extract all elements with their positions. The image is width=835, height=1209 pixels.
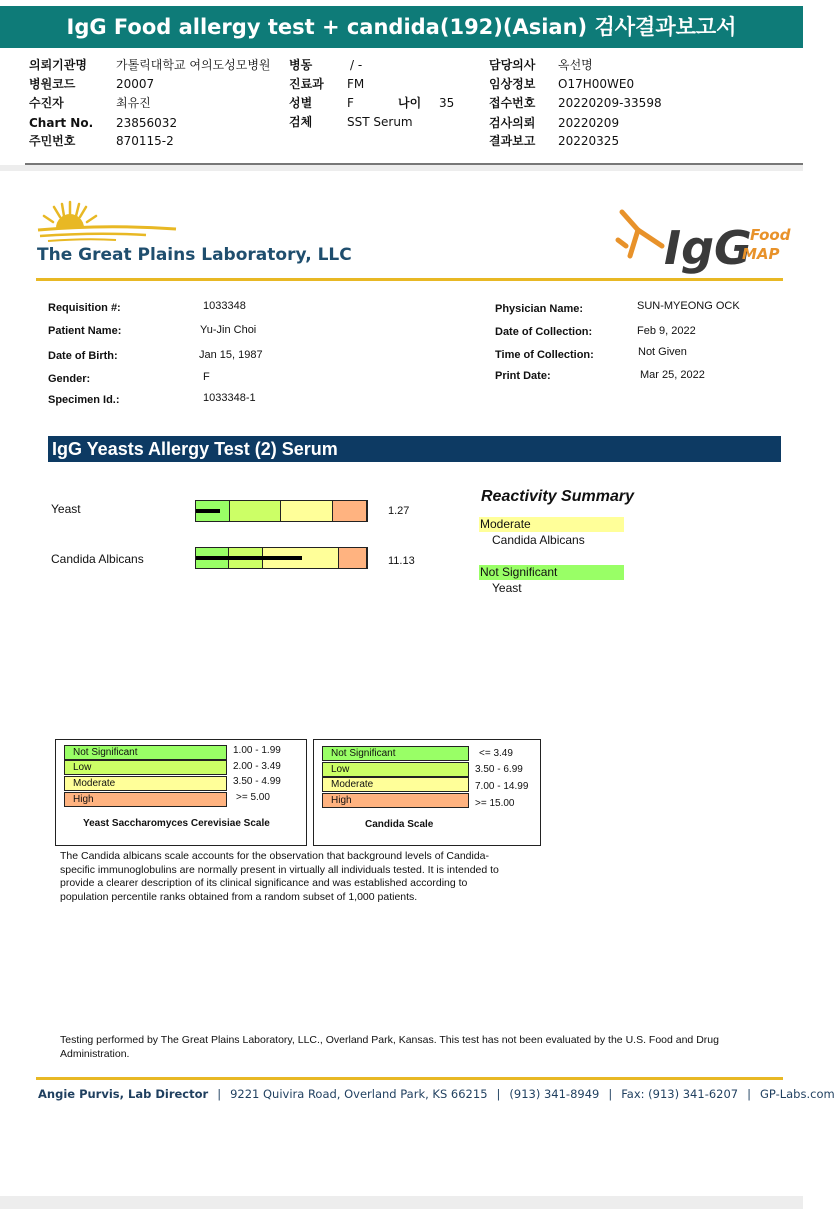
- scale-range: <= 3.49: [479, 748, 513, 759]
- result-level-marker: [196, 509, 220, 513]
- testing-disclaimer: Testing performed by The Great Plains Laboratory, LLC., Overland Park, Kansas. This test has not been evaluated by the U.S. Food and Drug Administration.: [60, 1034, 719, 1060]
- header-label: 임상정보: [489, 77, 536, 91]
- scale-range: 7.00 - 14.99: [475, 781, 529, 792]
- header-value: 최유진: [116, 96, 151, 110]
- lab-director: Angie Purvis, Lab Director: [38, 1087, 209, 1101]
- reactivity-summary-title: Reactivity Summary: [481, 488, 634, 505]
- reactivity-band-moderate: Moderate: [479, 517, 624, 532]
- patient-field-value: Jan 15, 1987: [199, 349, 263, 361]
- header-value: 20220209-33598: [558, 96, 662, 110]
- patient-field-value: F: [203, 371, 210, 383]
- scale-range: 1.00 - 1.99: [233, 745, 281, 756]
- result-bar-yeast: [195, 500, 368, 522]
- header-value: 870115-2: [116, 134, 174, 148]
- scale-band-segment: [333, 501, 367, 521]
- header-label: 검사의뢰: [489, 116, 536, 130]
- scale-row-moderate: Moderate: [64, 776, 227, 791]
- header-value: / -: [350, 58, 363, 72]
- result-value-candida: 11.13: [388, 555, 415, 567]
- candida-scale-legend: [313, 739, 541, 846]
- lab-fax: Fax: (913) 341-6207: [621, 1087, 739, 1101]
- header-value: F: [347, 96, 354, 110]
- candida-scale-note: The Candida albicans scale accounts for the observation that background levels of Candida-specific immunoglobulins are normally present in virtually all individuals tested. It is intended to provide a clearer description of its clinical significance and was established according to population percentile ranks obtained from a random subset of 1,000 patients.: [60, 850, 499, 904]
- patient-field-value: 1033348-1: [203, 392, 256, 404]
- patient-field-value: Mar 25, 2022: [640, 369, 705, 381]
- header-value: SST Serum: [347, 115, 413, 129]
- patient-field-value: Not Given: [638, 346, 687, 358]
- result-label-candida: Candida Albicans: [51, 552, 144, 566]
- lab-footer: Angie Purvis, Lab Director | 9221 Quivira Road, Overland Park, KS 66215 | (913) 341-8949 | Fax: (913) 341-6207 | GP-Labs.com: [38, 1087, 835, 1101]
- result-label-yeast: Yeast: [51, 502, 81, 516]
- scale-range: 2.00 - 3.49: [233, 761, 281, 772]
- header-label: 수진자: [29, 96, 64, 110]
- header-value: 35: [439, 96, 455, 110]
- header-label: 병동: [289, 58, 313, 72]
- scale-row-moderate: Moderate: [322, 777, 469, 792]
- patient-field-value: 1033348: [203, 300, 246, 312]
- patient-field-label: Requisition #:: [48, 302, 121, 314]
- header-value: 가톨릭대학교 여의도성모병원: [116, 58, 271, 72]
- header-value: FM: [347, 77, 365, 91]
- lab-phone: (913) 341-8949: [509, 1087, 600, 1101]
- scale-row-high: High: [64, 792, 227, 807]
- patient-field-label: Gender:: [48, 373, 91, 385]
- header-value: 옥선명: [558, 58, 593, 72]
- igg-logo-mark: IgG: [664, 221, 752, 275]
- reactivity-item: Candida Albicans: [492, 533, 585, 547]
- header-value: 23856032: [116, 116, 178, 130]
- patient-field-value: Feb 9, 2022: [637, 325, 696, 337]
- scale-row-high: High: [322, 793, 469, 808]
- scale-row-not-significant: Not Significant: [322, 746, 469, 761]
- scale-band-segment: [339, 548, 368, 568]
- igg-logo-food: Food: [750, 226, 791, 244]
- scale-range: 3.50 - 6.99: [475, 764, 523, 775]
- page-gap: [0, 165, 803, 171]
- reactivity-item: Yeast: [492, 581, 522, 595]
- lab-address: 9221 Quivira Road, Overland Park, KS 66215: [230, 1087, 488, 1101]
- header-value: 20007: [116, 77, 155, 91]
- report-title-banner: IgG Food allergy test + candida(192)(Asian) 검사결과보고서: [0, 6, 803, 48]
- reactivity-band-not-significant: Not Significant: [479, 565, 624, 580]
- patient-field-label: Print Date:: [495, 370, 551, 382]
- lab-name: The Great Plains Laboratory, LLC: [37, 245, 352, 265]
- patient-field-label: Time of Collection:: [495, 349, 594, 361]
- header-label: 결과보고: [489, 134, 536, 148]
- lab-website[interactable]: GP-Labs.com: [759, 1087, 835, 1101]
- result-bar-candida: [195, 547, 368, 569]
- sun-logo-icon: [36, 196, 178, 246]
- igg-food-map-logo-icon: [612, 206, 791, 275]
- header-label: Chart No.: [29, 116, 94, 130]
- header-label: 병원코드: [29, 77, 76, 91]
- scale-range: 3.50 - 4.99: [233, 776, 281, 787]
- scale-row-low: Low: [64, 760, 227, 775]
- patient-field-value: Yu-Jin Choi: [200, 324, 257, 336]
- header-label: 진료과: [289, 77, 324, 91]
- patient-field-value: SUN-MYEONG OCK: [637, 300, 740, 312]
- footer-divider: [36, 1077, 783, 1080]
- patient-field-label: Physician Name:: [495, 303, 584, 315]
- header-label: 접수번호: [489, 96, 536, 110]
- yeast-scale-title: Yeast Saccharomyces Cerevisiae Scale: [83, 818, 270, 829]
- scale-row-low: Low: [322, 762, 469, 777]
- scale-range: >= 5.00: [236, 792, 270, 803]
- patient-field-label: Patient Name:: [48, 325, 122, 337]
- gold-divider: [36, 278, 783, 281]
- header-label: 의뢰기관명: [29, 58, 87, 72]
- patient-field-label: Specimen Id.:: [48, 394, 120, 406]
- candida-scale-title: Candida Scale: [365, 819, 434, 830]
- patient-field-label: Date of Collection:: [495, 326, 593, 338]
- header-label: 성별: [289, 96, 313, 110]
- header-label: 담당의사: [489, 58, 536, 72]
- yeast-scale-legend: [55, 739, 307, 846]
- igg-logo-map: MAP: [742, 245, 780, 263]
- patient-field-label: Date of Birth:: [48, 350, 118, 362]
- scale-range: >= 15.00: [475, 798, 515, 809]
- result-level-marker: [196, 556, 302, 560]
- header-label: 주민번호: [29, 134, 76, 148]
- scale-band-segment: [281, 501, 332, 521]
- header-value: O17H00WE0: [558, 77, 635, 91]
- result-value-yeast: 1.27: [388, 505, 410, 517]
- header-label: 나이: [398, 96, 422, 110]
- header-value: 20220325: [558, 134, 620, 148]
- header-value: 20220209: [558, 116, 620, 130]
- scale-row-not-significant: Not Significant: [64, 745, 227, 760]
- scale-band-segment: [230, 501, 281, 521]
- page-bottom-gap: [0, 1196, 803, 1209]
- header-label: 검체: [289, 115, 313, 129]
- section-title: IgG Yeasts Allergy Test (2) Serum: [48, 436, 781, 462]
